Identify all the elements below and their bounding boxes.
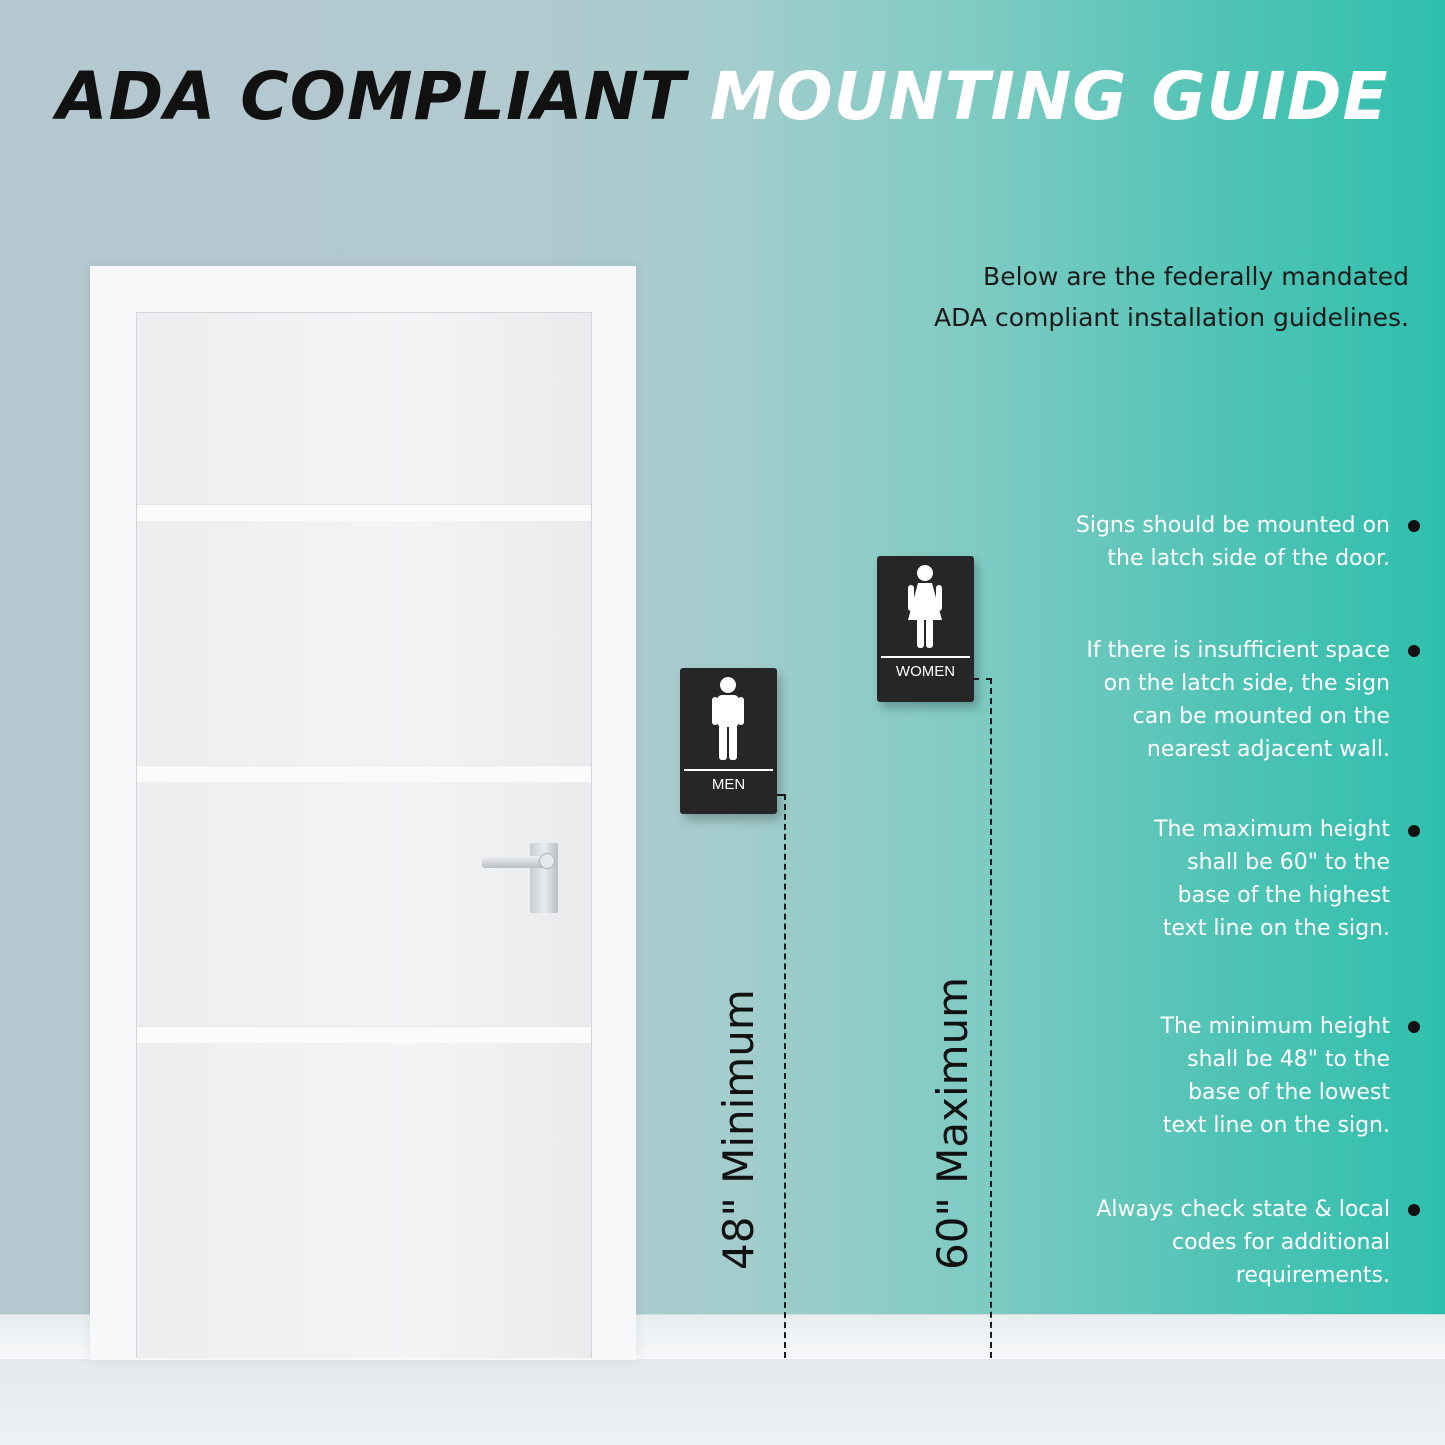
guideline-line: the latch side of the door.	[1107, 546, 1390, 571]
title-part-1: ADA COMPLIANT	[56, 58, 686, 135]
bullet-icon	[1408, 1204, 1420, 1216]
intro-line: Below are the federally mandated	[983, 262, 1409, 291]
guideline-line: can be mounted on the	[1132, 704, 1390, 729]
bullet-icon	[1408, 520, 1420, 532]
title-part-2: MOUNTING GUIDE	[709, 58, 1389, 135]
guideline-line: base of the highest	[1177, 883, 1390, 908]
guideline-line: Always check state & local	[1096, 1197, 1390, 1222]
intro-text	[789, 256, 1409, 338]
guideline-item	[1154, 813, 1390, 945]
women-sign-label: WOMEN	[895, 663, 956, 680]
door-handle-knob	[539, 853, 555, 869]
max-height-label: 60" Maximum	[928, 976, 977, 1270]
women-sign	[877, 556, 974, 702]
men-sign-label: MEN	[711, 776, 746, 793]
door	[136, 312, 592, 1358]
guideline-line: requirements.	[1235, 1263, 1390, 1288]
guideline-line: base of the lowest	[1188, 1080, 1390, 1105]
min-height-label: 48" Minimum	[714, 989, 763, 1270]
man-figure-icon	[708, 676, 748, 762]
door-groove	[137, 765, 591, 782]
guideline-line: shall be 48" to the	[1187, 1047, 1390, 1072]
guideline-line: Signs should be mounted on	[1075, 513, 1390, 538]
bullet-icon	[1408, 825, 1420, 837]
guideline-item	[1161, 1010, 1390, 1142]
min-height-line	[784, 794, 786, 1358]
woman-figure-icon	[905, 564, 945, 650]
guideline-item	[1096, 1193, 1390, 1292]
sign-divider	[684, 769, 773, 771]
max-height-line	[990, 678, 992, 1358]
guideline-line: The minimum height	[1160, 1014, 1390, 1039]
door-groove	[137, 1026, 591, 1043]
intro-line: ADA compliant installation guidelines.	[933, 303, 1409, 332]
guideline-line: codes for additional	[1171, 1230, 1390, 1255]
floor	[0, 1358, 1445, 1445]
door-groove	[137, 504, 591, 521]
guideline-line: text line on the sign.	[1162, 916, 1390, 941]
guideline-line: The maximum height	[1154, 817, 1390, 842]
sign-divider	[881, 656, 970, 658]
baseboard-left	[0, 1314, 90, 1359]
page-title	[0, 58, 1445, 135]
guideline-line: nearest adjacent wall.	[1146, 737, 1390, 762]
bullet-icon	[1408, 1021, 1420, 1033]
guideline-line: on the latch side, the sign	[1103, 671, 1390, 696]
men-sign	[680, 668, 777, 814]
guideline-item	[1076, 509, 1390, 575]
guideline-item	[1086, 634, 1390, 766]
guideline-line: If there is insufficient space	[1086, 638, 1390, 663]
guideline-line: text line on the sign.	[1162, 1113, 1390, 1138]
baseboard-right	[636, 1314, 1445, 1359]
bullet-icon	[1408, 645, 1420, 657]
guideline-line: shall be 60" to the	[1187, 850, 1390, 875]
